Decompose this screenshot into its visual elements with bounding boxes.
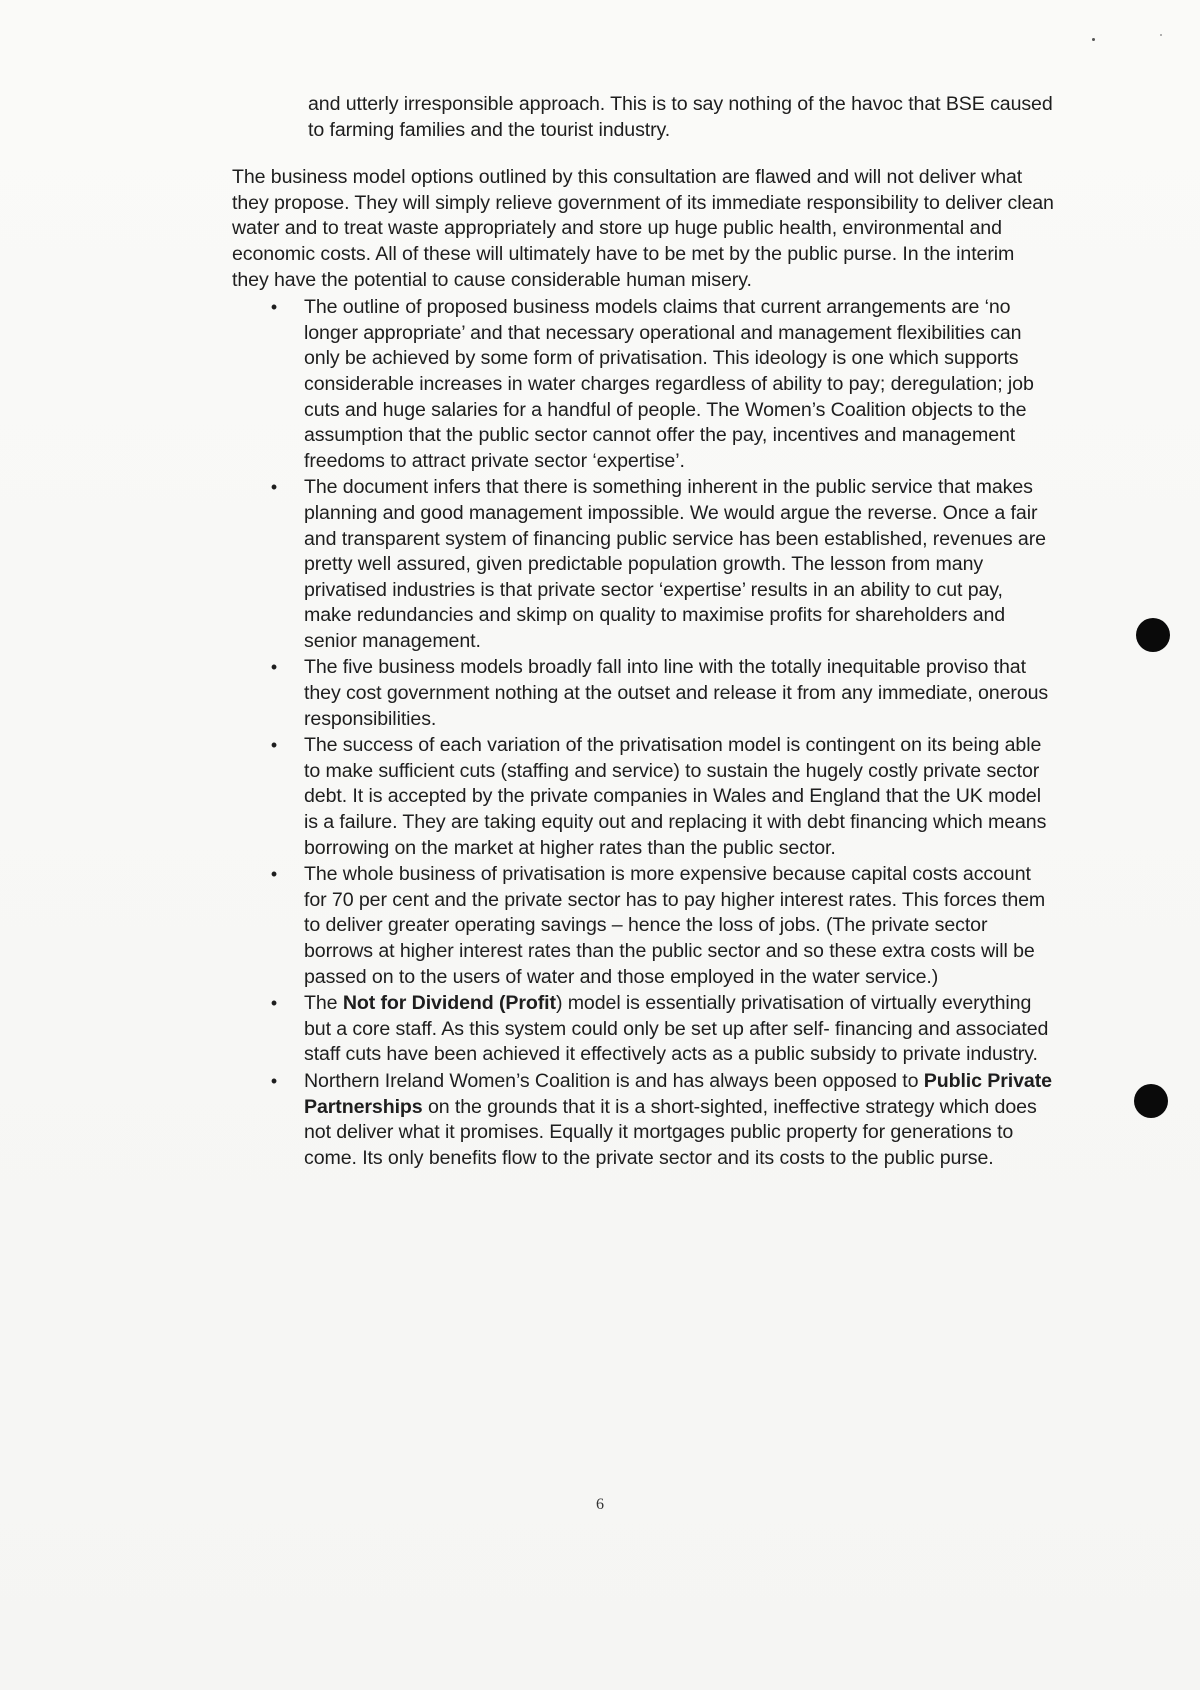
punch-hole-lower <box>1134 1084 1168 1118</box>
bullet-text: The whole business of privatisation is more expensive because capital costs account for 70 per cent and the private sector has to pay higher interest rates. This forces them to deliver greater operating savings – hence the loss of jobs. (The private sector borrows at higher interest rates than the public sector and so these extra costs will be passed on to the users of water and those employed in the water service.) <box>304 863 1046 988</box>
bullet-text: The document infers that there is something inherent in the public service that makes planning and good management impossible. We would argue the reverse. Once a fair and transparent system of financing public service has been established, revenues are pretty well assured, given predictable population growth. The lesson from many privatised industries is that private sector ‘expertise’ results in an ability to cut pay, make redundancies and skimp on quality to maximise profits for shareholders and senior management. <box>304 476 1046 652</box>
body-paragraph: The business model options outlined by this consultation are flawed and will not deliver what they propose. They will simply relieve government of its immediate responsibility to deliver clean water and to treat waste appropriately and store up huge public health, environmental and economic costs. All of these will ultimately have to be met by the public purse. In the interim they have the potential to cause considerable human misery. <box>232 166 1054 291</box>
bullet-text-bold: Public Private Partnerships <box>304 1069 1052 1118</box>
page-number: 6 <box>596 1496 604 1513</box>
scan-speck <box>1160 34 1162 36</box>
bullet-item-privatisation-cost <box>232 862 1054 990</box>
scan-speck <box>1092 38 1095 41</box>
bullet-item-business-models <box>232 295 1054 474</box>
bullet-item-not-for-dividend <box>232 991 1054 1068</box>
bullet-item-public-service <box>232 475 1054 654</box>
bullet-text-before: The <box>304 992 343 1015</box>
bullet-list <box>232 295 1054 1171</box>
bullet-text: The five business models broadly fall into line with the totally inequitable proviso that they cost government nothing at the outset and release it from any immediate, onerous responsibilities. <box>304 656 1049 730</box>
bullet-item-five-models <box>232 655 1054 732</box>
punch-hole-upper <box>1136 618 1170 652</box>
document-body <box>232 92 1054 1172</box>
bullet-text-after: ) model is essentially privatisation of virtually everything but a core staff. As this system could only be set up after self- financing and associated staff cuts have been achieved it effectively acts as a public subsidy to private industry. <box>304 992 1049 1066</box>
bullet-icon: • <box>270 735 278 756</box>
bullet-text-after: on the grounds that it is a short-sighted, ineffective strategy which does not deliver what it promises. Equally it mortgages public property for generations to come. Its only benefits flow to the private sector and its costs to the public purse. <box>304 1095 1037 1169</box>
bullet-icon: • <box>270 993 278 1014</box>
bullet-text: The outline of proposed business models claims that current arrangements are ‘no longer appropriate’ and that necessary operational and management flexibilities can only be achieved by some form of privatisation. This ideology is one which supports considerable increases in water charges regardless of ability to pay; deregulation; job cuts and huge salaries for a handful of people. The Women’s Coalition objects to the assumption that the public sector cannot offer the pay, incentives and management freedoms to attract private sector ‘expertise’. <box>304 296 1034 472</box>
bullet-text-before: Northern Ireland Women’s Coalition is and has always been opposed to <box>304 1069 924 1092</box>
intro-continuation: and utterly irresponsible approach. This is to say nothing of the havoc that BSE caused to farming families and the tourist industry. <box>308 93 1053 141</box>
bullet-text: The success of each variation of the privatisation model is contingent on its being able to make sufficient cuts (staffing and service) to sustain the hugely costly private sector debt. It is accepted by the private companies in Wales and England that the UK model is a failure. They are taking equity out and replacing it with debt financing which means borrowing on the market at higher rates than the public sector. <box>304 734 1047 859</box>
bullet-icon: • <box>270 297 278 318</box>
bullet-icon: • <box>270 864 278 885</box>
bullet-item-ppp <box>232 1069 1054 1171</box>
bullet-icon: • <box>270 477 278 498</box>
bullet-icon: • <box>270 657 278 678</box>
bullet-icon: • <box>270 1070 278 1091</box>
bullet-item-privatisation-success <box>232 733 1054 861</box>
bullet-text-bold: Not for Dividend (Profit <box>342 992 556 1015</box>
